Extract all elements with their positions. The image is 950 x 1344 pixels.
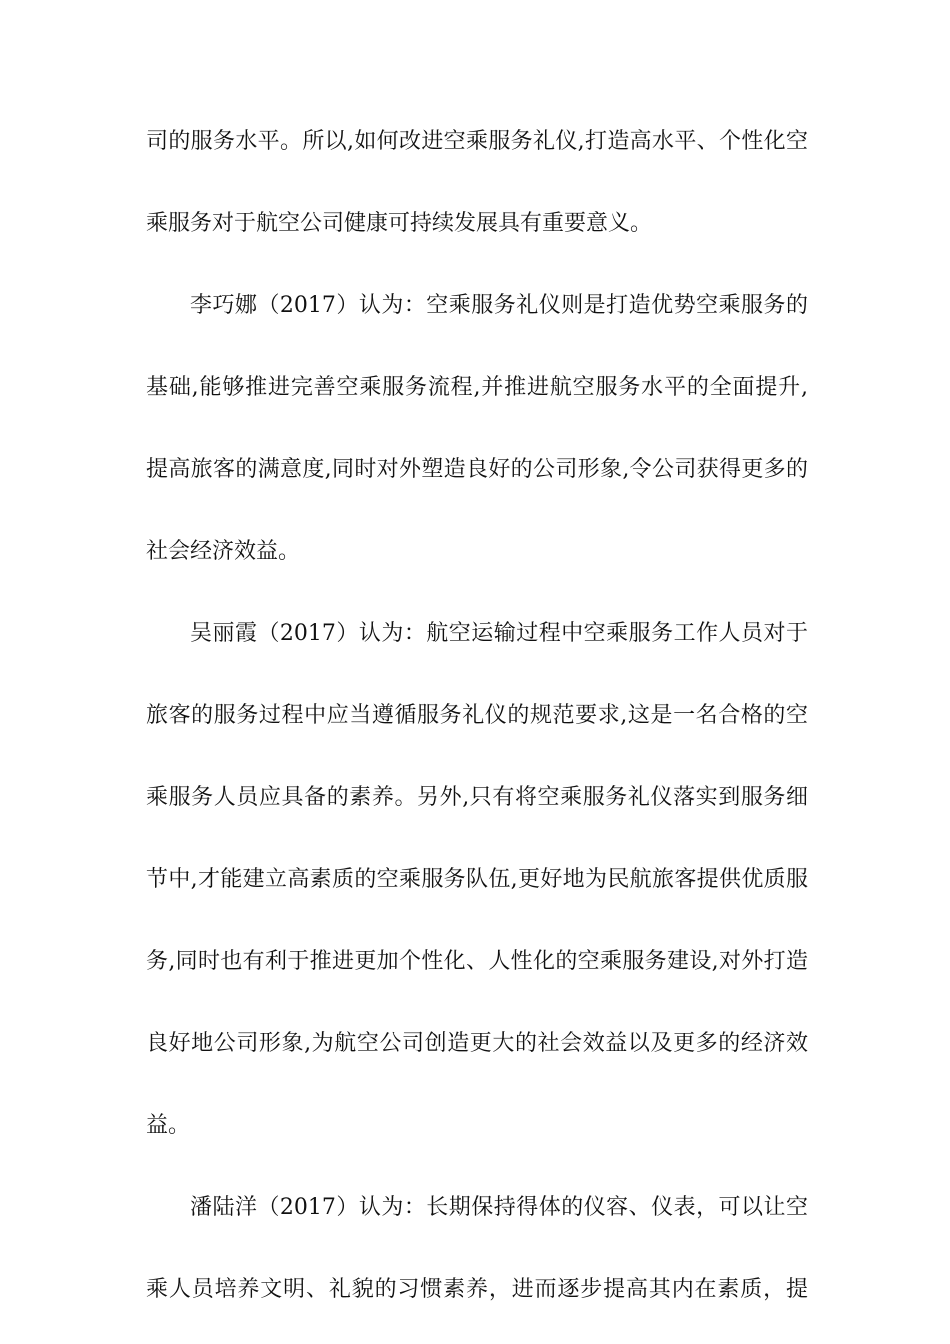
paragraph-3-line-6: 良好地公司形象,为航空公司创造更大的社会效益以及更多的经济效 bbox=[146, 1031, 808, 1056]
paragraph-1-line-1: 司的服务水平。所以,如何改进空乘服务礼仪,打造高水平、个性化空 bbox=[146, 129, 808, 154]
paragraph-2-line-2: 基础,能够推进完善空乘服务流程,并推进航空服务水平的全面提升, bbox=[146, 375, 808, 400]
paragraph-3-line-1: 吴丽霞（2017）认为：航空运输过程中空乘服务工作人员对于 bbox=[190, 621, 808, 646]
paragraph-3-line-4: 节中,才能建立高素质的空乘服务队伍,更好地为民航旅客提供优质服 bbox=[146, 867, 808, 892]
paragraph-2-line-3: 提高旅客的满意度,同时对外塑造良好的公司形象,令公司获得更多的 bbox=[146, 457, 808, 482]
paragraph-4-line-2: 乘人员培养文明、礼貌的习惯素养，进而逐步提高其内在素质，提 bbox=[146, 1277, 808, 1302]
paragraph-2-line-1: 李巧娜（2017）认为：空乘服务礼仪则是打造优势空乘服务的 bbox=[190, 293, 808, 318]
paragraph-3-line-3: 乘服务人员应具备的素养。另外,只有将空乘服务礼仪落实到服务细 bbox=[146, 785, 808, 810]
paragraph-3-line-7: 益。 bbox=[146, 1113, 191, 1138]
paragraph-4-line-1: 潘陆洋（2017）认为：长期保持得体的仪容、仪表，可以让空 bbox=[190, 1195, 808, 1220]
paragraph-2-line-4: 社会经济效益。 bbox=[146, 539, 301, 564]
paragraph-1-line-2: 乘服务对于航空公司健康可持续发展具有重要意义。 bbox=[146, 211, 653, 236]
body-text bbox=[146, 131, 808, 1301]
paragraph-3-line-2: 旅客的服务过程中应当遵循服务礼仪的规范要求,这是一名合格的空 bbox=[146, 703, 808, 728]
paragraph-3-line-5: 务,同时也有利于推进更加个性化、人性化的空乘服务建设,对外打造 bbox=[146, 949, 808, 974]
